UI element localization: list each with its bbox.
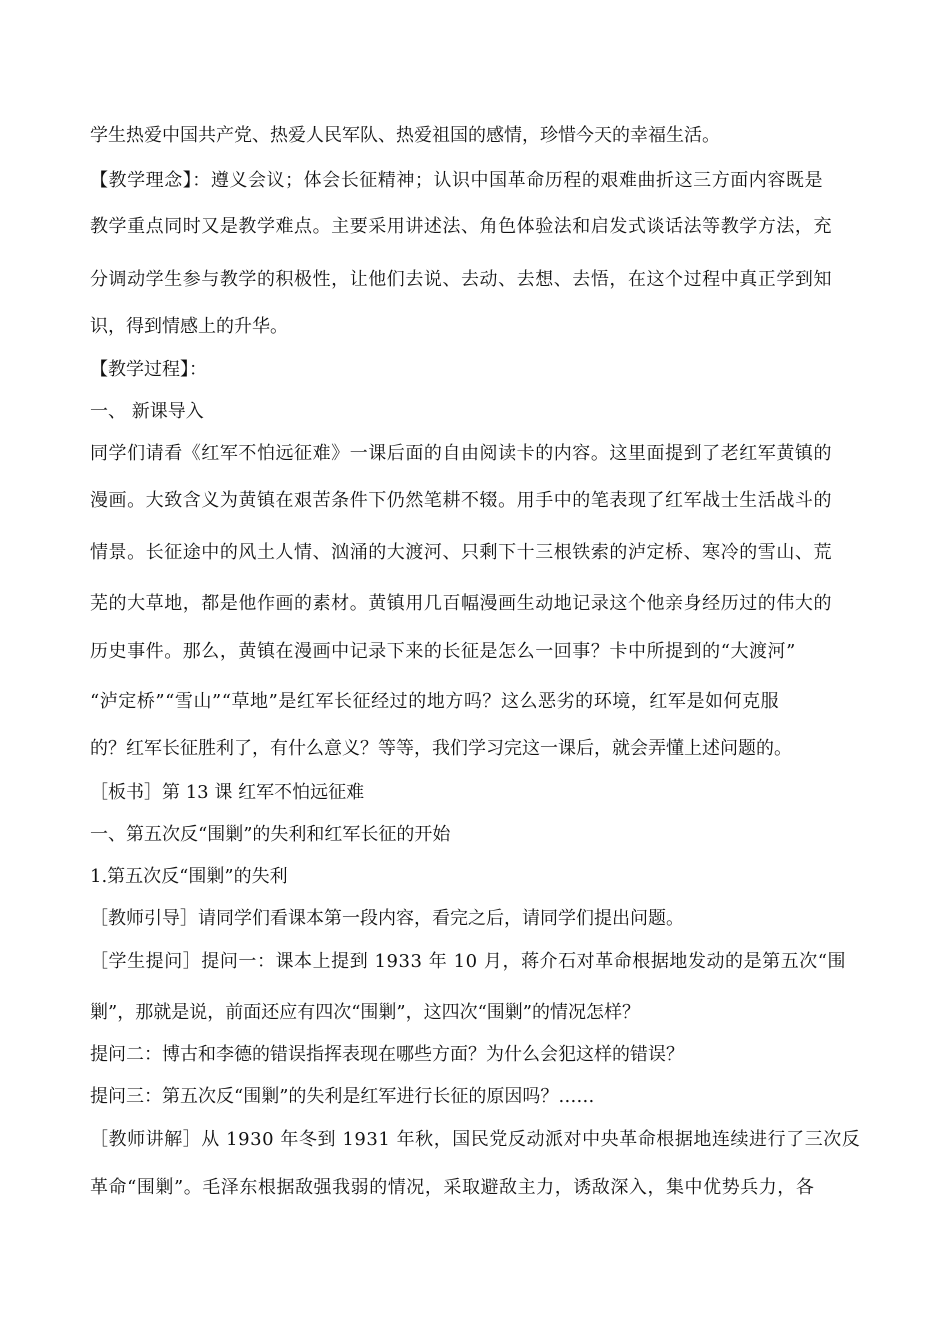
text-line: ［教师讲解］从 1930 年冬到 1931 年秋，国民党反动派对中央革命根据地连续进行了三次反 — [90, 1129, 861, 1150]
text-line: 识，得到情感上的升华。 — [90, 316, 288, 337]
text-line: ［学生提问］提问一：课本上提到 1933 年 10 月，蒋介石对革命根据地发动的是第五次“围 — [90, 951, 847, 972]
text-line: 的？红军长征胜利了，有什么意义？等等，我们学习完这一课后，就会弄懂上述问题的。 — [90, 738, 792, 759]
text-line: 革命“围剿”。毛泽东根据敌强我弱的情况，采取避敌主力，诱敌深入，集中优势兵力，各 — [90, 1177, 815, 1198]
text-line: ［教师引导］请同学们看课本第一段内容，看完之后，请同学们提出问题。 — [90, 908, 684, 929]
section-heading: 【教学过程】： — [90, 359, 207, 380]
text-line: 芜的大草地，都是他作画的素材。黄镇用几百幅漫画生动地记录这个他亲身经历过的伟大的 — [90, 593, 832, 614]
board-heading: ［板书］第 13 课 红军不怕远征难 — [90, 782, 365, 803]
text-line: 提问二：博古和李德的错误指挥表现在哪些方面？为什么会犯这样的错误？ — [90, 1044, 684, 1065]
text-line: 漫画。大致含义为黄镇在艰苦条件下仍然笔耕不辍。用手中的笔表现了红军战士生活战斗的 — [90, 490, 832, 511]
text-line: 【教学理念】：遵义会议；体会长征精神；认识中国革命历程的艰难曲折这三方面内容既是 — [90, 170, 823, 191]
text-line: 历史事件。那么，黄镇在漫画中记录下来的长征是怎么一回事？卡中所提到的“大渡河” — [90, 641, 796, 662]
text-line: 学生热爱中国共产党、热爱人民军队、热爱祖国的感情，珍惜今天的幸福生活。 — [90, 125, 720, 146]
text-line: 提问三：第五次反“围剿”的失利是红军进行长征的原因吗？…… — [90, 1086, 595, 1107]
text-line: 分调动学生参与教学的积极性，让他们去说、去动、去想、去悟，在这个过程中真正学到知 — [90, 269, 832, 290]
text-line: 剿”，那就是说，前面还应有四次“围剿”，这四次“围剿”的情况怎样？ — [90, 1002, 641, 1023]
text-line: 情景。长征途中的风土人情、汹涌的大渡河、只剩下十三根铁索的泸定桥、寒冷的雪山、荒 — [90, 542, 832, 563]
section-heading: 一、第五次反“围剿”的失利和红军长征的开始 — [90, 824, 451, 845]
subsection-heading: 1.第五次反“围剿”的失利 — [90, 866, 288, 887]
text-line: 同学们请看《红军不怕远征难》一课后面的自由阅读卡的内容。这里面提到了老红军黄镇的 — [90, 443, 832, 464]
text-line: “泸定桥”“雪山”“草地”是红军长征经过的地方吗？这么恶劣的环境，红军是如何克服 — [90, 691, 780, 712]
text-line: 教学重点同时又是教学难点。主要采用讲述法、角色体验法和启发式谈话法等教学方法，充 — [90, 216, 832, 237]
section-heading: 一、 新课导入 — [90, 401, 204, 422]
